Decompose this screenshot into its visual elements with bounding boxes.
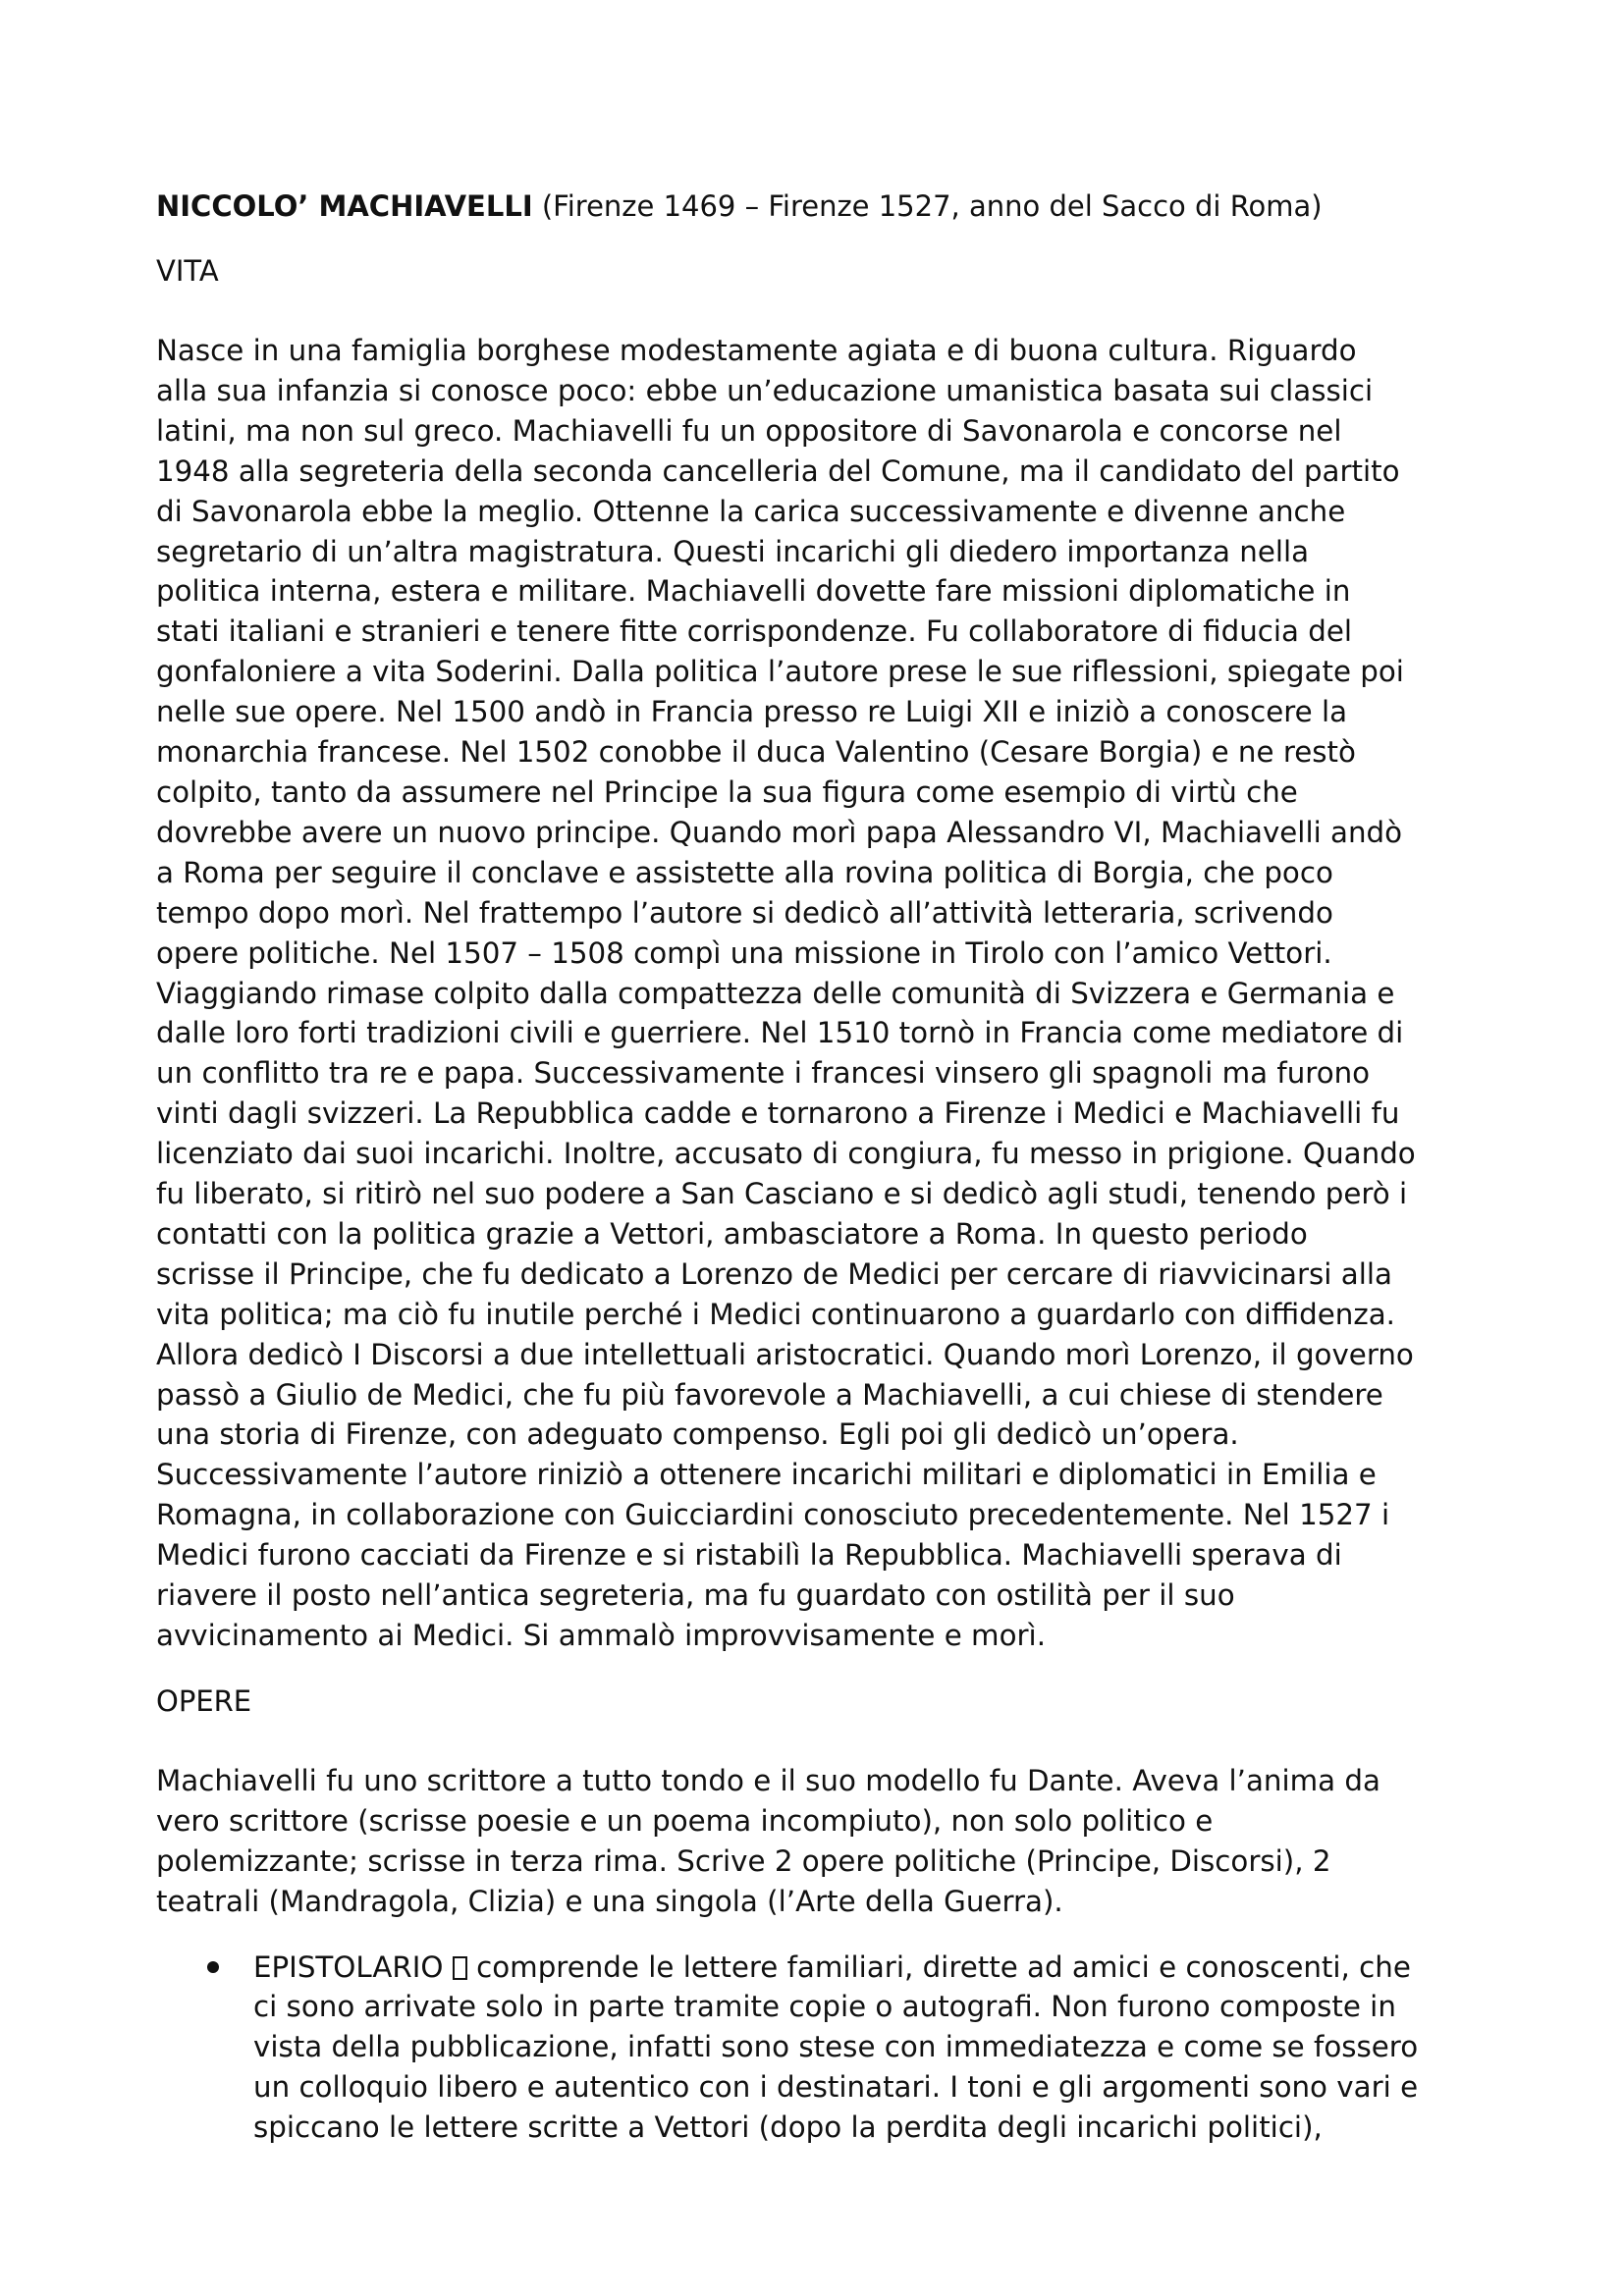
author-dates: (Firenze 1469 – Firenze 1527, anno del Sacco di Roma): [541, 189, 1323, 223]
paragraph-line: dalle loro forti tradizioni civili e guerriere. Nel 1510 tornò in Francia come mediatore di: [156, 1016, 1404, 1050]
document-title: [156, 187, 1496, 226]
author-name: NICCOLO’ MACHIAVELLI: [156, 189, 533, 223]
paragraph-line: politica interna, estera e militare. Machiavelli dovette fare missioni diplomatiche in: [156, 574, 1351, 609]
paragraph-line: Medici furono cacciati da Firenze e si ristabilì la Repubblica. Machiavelli sperava di: [156, 1538, 1342, 1573]
paragraph-line: 1948 alla segreteria della seconda cancelleria del Comune, ma il candidato del partito: [156, 454, 1400, 488]
paragraph-line: gonfaloniere a vita Soderini. Dalla politica l’autore prese le sue riflessioni, spiegate poi: [156, 655, 1404, 689]
section-heading-vita: VITA: [156, 254, 219, 288]
paragraph-line: scrisse il Principe, che fu dedicato a Lorenzo de Medici per cercare di riavvicinarsi alla: [156, 1256, 1392, 1291]
paragraph-line: vero scrittore (scrisse poesie e un poema incompiuto), non solo politico e: [156, 1803, 1214, 1838]
paragraph-line: segretario di un’altra magistratura. Questi incarichi gli diedero importanza nella: [156, 534, 1310, 568]
paragraph-line: passò a Giulio de Medici, che fu più favorevole a Machiavelli, a cui chiese di stendere: [156, 1377, 1383, 1412]
paragraph-line: opere politiche. Nel 1507 – 1508 compì una missione in Tirolo con l’amico Vettori.: [156, 935, 1332, 970]
paragraph-line: vita politica; ma ciò fu inutile perché i Medici continuarono a guardarlo con diffidenza.: [156, 1297, 1395, 1331]
paragraph-line: vinti dagli svizzeri. La Repubblica cadde e tornarono a Firenze i Medici e Machiavelli fu: [156, 1096, 1400, 1131]
paragraph-line: avvicinamento ai Medici. Si ammalò improvvisamente e morì.: [156, 1619, 1047, 1652]
section-heading-opere: OPERE: [156, 1683, 252, 1718]
paragraph-line: contatti con la politica grazie a Vettori, ambasciatore a Roma. In questo periodo: [156, 1216, 1308, 1251]
paragraph-line: a Roma per seguire il conclave e assistette alla rovina politica di Borgia, che poco: [156, 855, 1333, 889]
paragraph-line: nelle sue opere. Nel 1500 andò in Francia presso re Luigi XII e iniziò a conoscere la: [156, 695, 1348, 729]
paragraph-line: fu liberato, si ritirò nel suo podere a San Casciano e si dedicò agli studi, tenendo però i: [156, 1177, 1408, 1211]
paragraph-line: stati italiani e stranieri e tenere fitte corrispondenze. Fu collaboratore di fiducia del: [156, 614, 1353, 649]
paragraph-line: tempo dopo morì. Nel frattempo l’autore si dedicò all’attività letteraria, scrivendo: [156, 895, 1333, 930]
bullet-line: spiccano le lettere scritte a Vettori (dopo la perdita degli incarichi politici),: [253, 2110, 1323, 2145]
paragraph-line: Successivamente l’autore riniziò a ottenere incarichi militari e diplomatici in Emilia e: [156, 1458, 1377, 1492]
paragraph-line: dovrebbe avere un nuovo principe. Quando morì papa Alessandro VI, Machiavelli andò: [156, 815, 1403, 849]
paragraph-line: Machiavelli fu uno scrittore a tutto tondo e il suo modello fu Dante. Aveva l’anima da: [156, 1763, 1380, 1797]
paragraph-line: licenziato dai suoi incarichi. Inoltre, accusato di congiura, fu messo in prigione. Quando: [156, 1137, 1416, 1171]
paragraph-line: alla sua infanzia si conosce poco: ebbe un’educazione umanistica basata sui classici: [156, 373, 1374, 407]
paragraph-line: riavere il posto nell’antica segreteria, ma fu guardato con ostilità per il suo: [156, 1578, 1235, 1613]
paragraph-line: una storia di Firenze, con adeguato compenso. Egli poi gli dedicò un’opera.: [156, 1417, 1239, 1452]
paragraph-line: Viaggiando rimase colpito dalla compattezza delle comunità di Svizzera e Germania e: [156, 976, 1395, 1010]
bullet-first-line: [253, 1948, 1496, 1988]
paragraph-line: Allora dedicò I Discorsi a due intellettuali aristocratici. Quando morì Lorenzo, il governo: [156, 1337, 1414, 1371]
missing-glyph-arrow-icon: [453, 1956, 467, 1980]
vita-paragraph: [156, 331, 1496, 1656]
opere-paragraph: [156, 1761, 1496, 1922]
bullet-first-line-text: comprende le lettere familiari, dirette ad amici e conoscenti, che: [476, 1949, 1411, 1984]
paragraph-line: un conflitto tra re e papa. Successivamente i francesi vinsero gli spagnoli ma furono: [156, 1056, 1371, 1091]
paragraph-line: colpito, tanto da assumere nel Principe la sua figura come esempio di virtù che: [156, 774, 1298, 809]
opere-bullet-list: [156, 1948, 1496, 2149]
bullet-line: ci sono arrivate solo in parte tramite copie o autografi. Non furono composte in: [253, 1990, 1396, 2024]
paragraph-line: monarchia francese. Nel 1502 conobbe il duca Valentino (Cesare Borgia) e ne restò: [156, 735, 1356, 770]
bullet-line: un colloquio libero e autentico con i destinatari. I toni e gli argomenti sono vari e: [253, 2070, 1419, 2105]
paragraph-line: polemizzante; scrisse in terza rima. Scrive 2 opere politiche (Principe, Discorsi), 2: [156, 1843, 1331, 1878]
paragraph-line: Nasce in una famiglia borghese modestamente agiata e di buona cultura. Riguardo: [156, 334, 1357, 367]
list-item: [156, 1948, 1496, 2149]
paragraph-line: teatrali (Mandragola, Clizia) e una singola (l’Arte della Guerra).: [156, 1884, 1063, 1918]
document-content: [156, 187, 1496, 2148]
paragraph-line: Romagna, in collaborazione con Guicciardini conosciuto precedentemente. Nel 1527 i: [156, 1498, 1390, 1532]
bullet-line: vista della pubblicazione, infatti sono stese con immediatezza e come se fossero: [253, 2030, 1419, 2064]
bullet-term: EPISTOLARIO: [253, 1949, 444, 1984]
paragraph-line: latini, ma non sul greco. Machiavelli fu un oppositore di Savonarola e concorse nel: [156, 413, 1342, 448]
bullet-dot-icon: [207, 1961, 219, 1973]
paragraph-line: di Savonarola ebbe la meglio. Ottenne la carica successivamente e divenne anche: [156, 494, 1346, 528]
